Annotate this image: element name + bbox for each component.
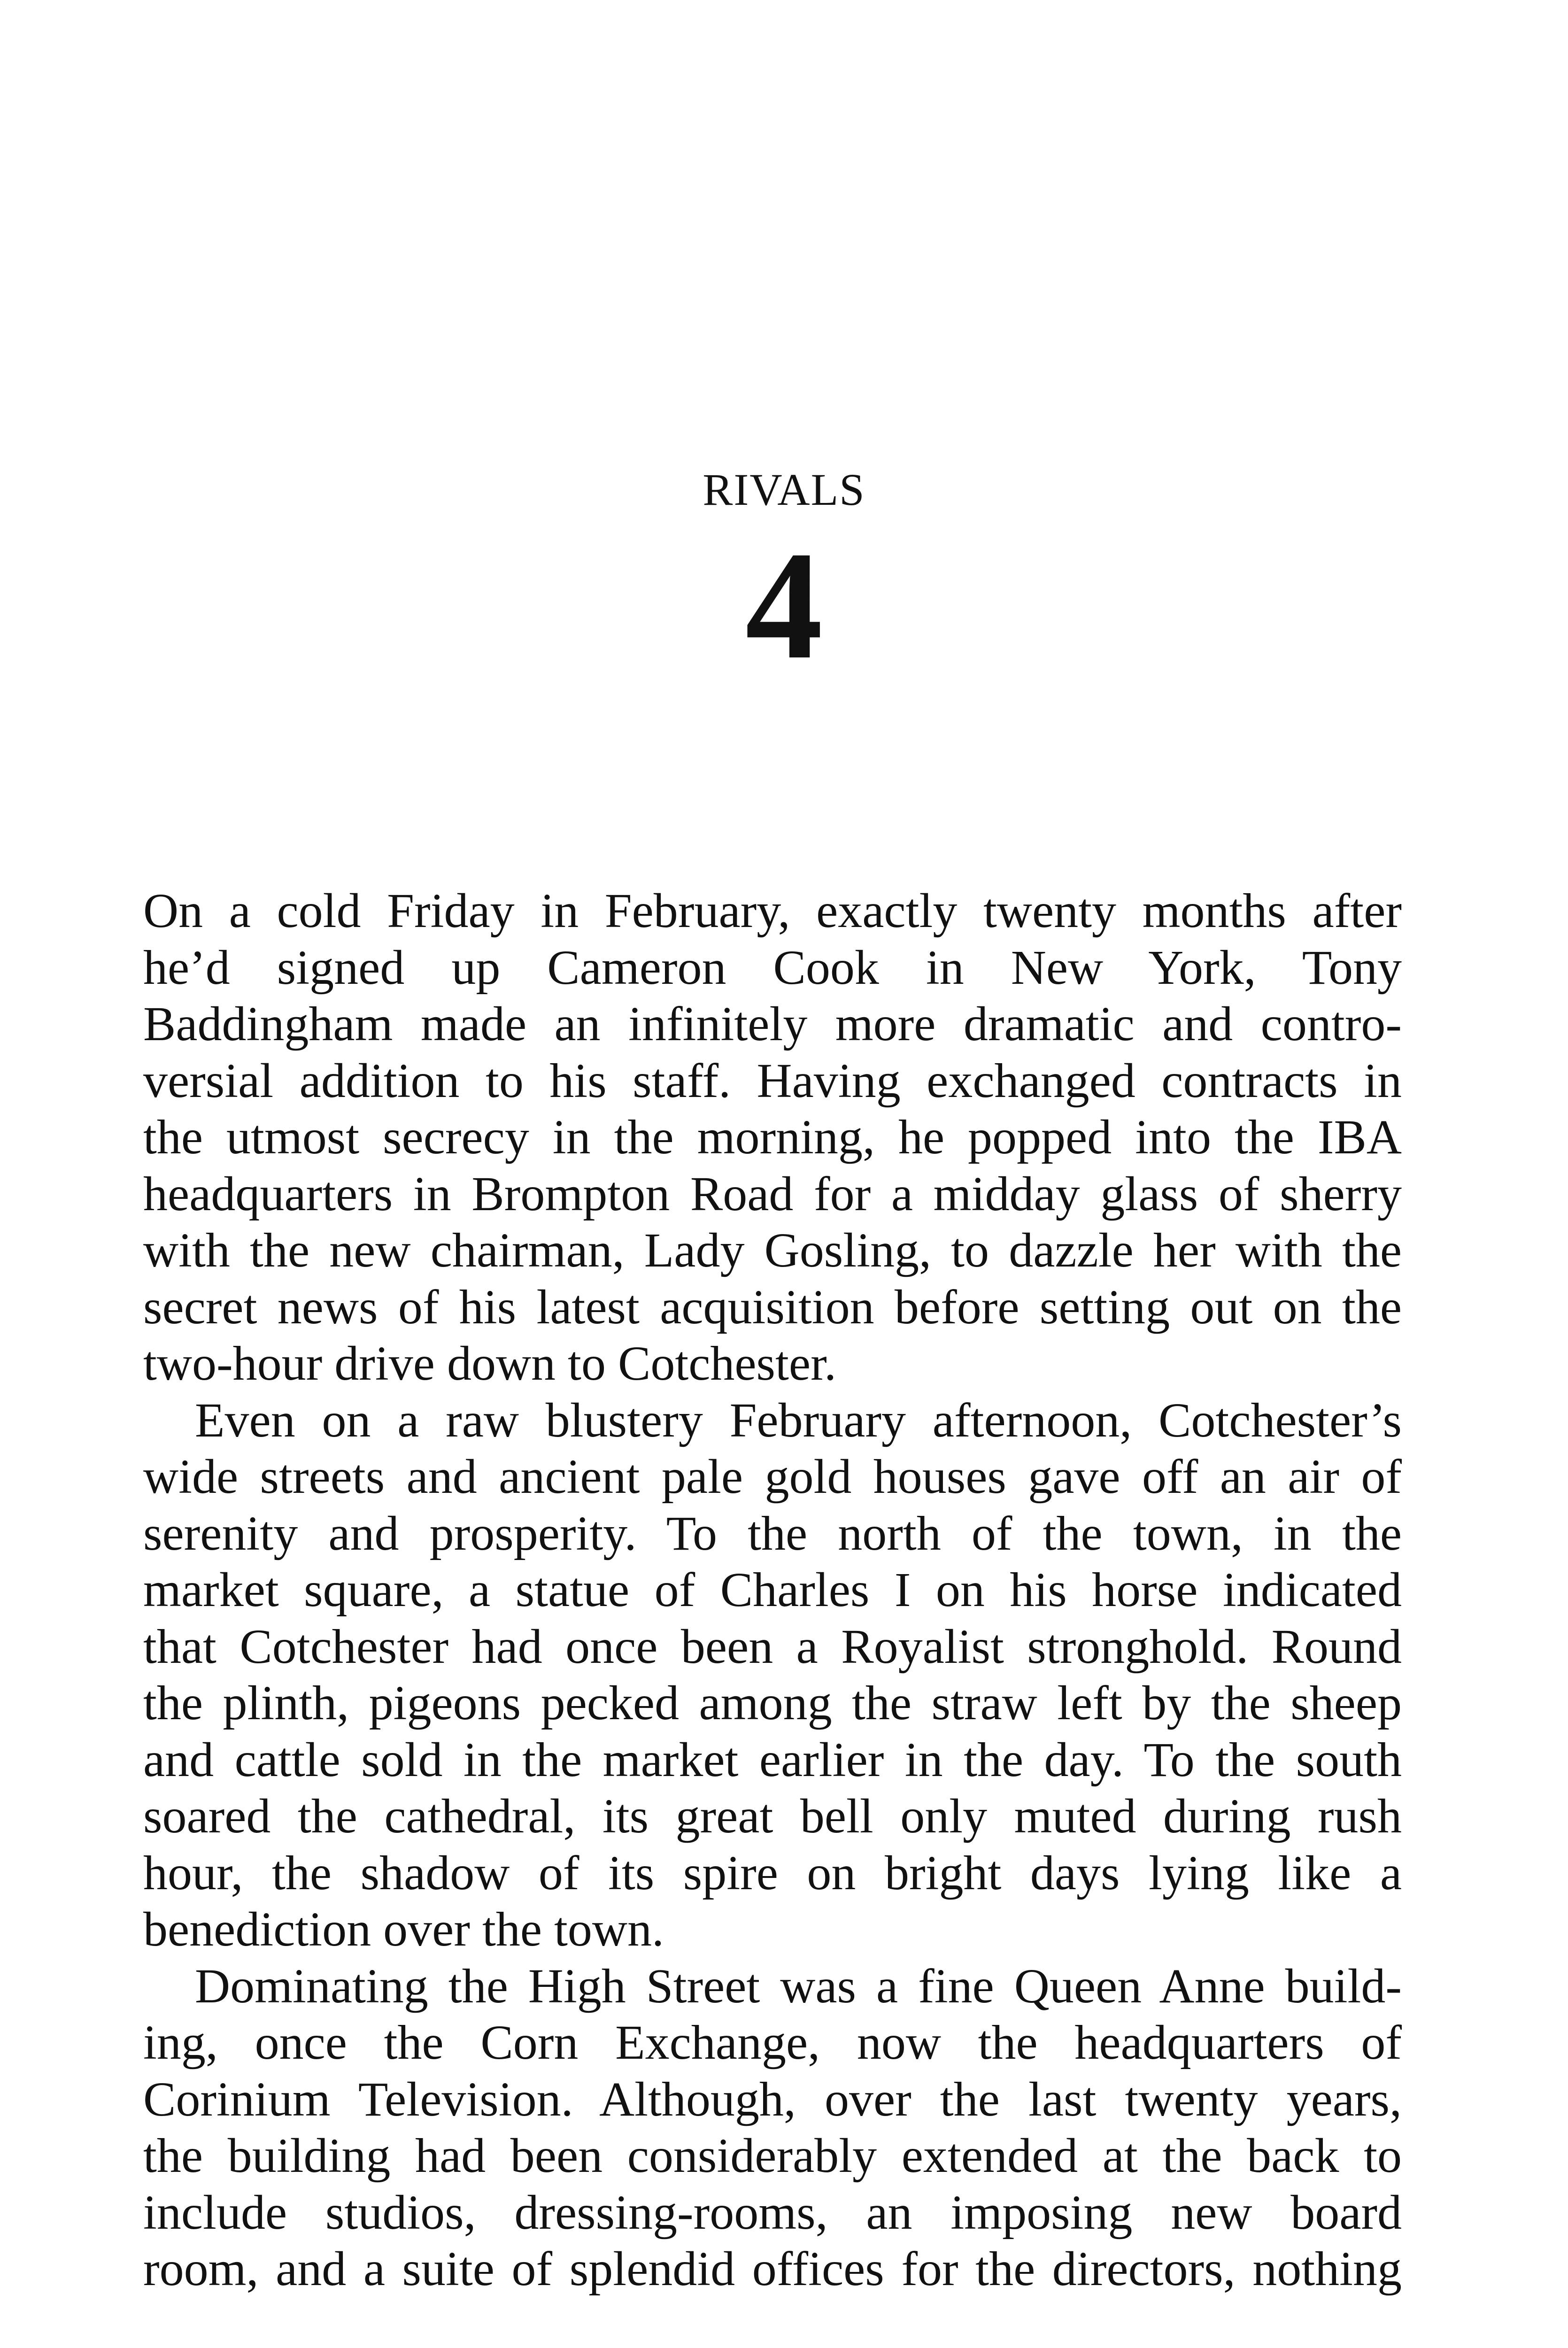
- body-text: [143, 883, 1402, 2298]
- paragraph-1-line: he’d signed up Cameron Cook in New York, Tony: [143, 940, 1402, 995]
- paragraph-3-line: room, and a suite of splendid offices for the directors, nothing: [143, 2242, 1402, 2296]
- paragraph-3-line: ing, once the Corn Exchange, now the headquarters of: [143, 2016, 1402, 2070]
- paragraph-3-line: Dominating the High Street was a fine Queen Anne build-: [195, 1959, 1402, 2013]
- paragraph-2-line: the plinth, pigeons pecked among the straw left by the sheep: [143, 1676, 1402, 1730]
- paragraph-1-line: secret news of his latest acquisition before setting out on the: [143, 1280, 1402, 1334]
- paragraph-1-line: Baddingham made an infinitely more dramatic and contro-: [143, 997, 1402, 1051]
- paragraph-2-line: serenity and prosperity. To the north of the town, in the: [143, 1506, 1402, 1560]
- paragraph-2-line: Even on a raw blustery February afternoon, Cotchester’s: [195, 1393, 1402, 1447]
- paragraph-2-line: benediction over the town.: [143, 1902, 664, 1956]
- paragraph-1-line: On a cold Friday in February, exactly twenty months after: [143, 884, 1402, 938]
- paragraph-1-line: the utmost secrecy in the morning, he popped into the IBA: [143, 1110, 1402, 1164]
- paragraph-1-line: headquarters in Brompton Road for a midday glass of sherry: [143, 1166, 1402, 1221]
- paragraph-3-line: Corinium Television. Although, over the last twenty years,: [143, 2072, 1402, 2126]
- paragraph-2-line: and cattle sold in the market earlier in the day. To the south: [143, 1732, 1402, 1787]
- running-head: RIVALS: [703, 464, 865, 515]
- paragraph-1-line: two-hour drive down to Cotchester.: [143, 1336, 836, 1390]
- paragraph-2-line: soared the cathedral, its great bell only muted during rush: [143, 1789, 1402, 1843]
- paragraph-2-line: that Cotchester had once been a Royalist stronghold. Round: [143, 1619, 1402, 1674]
- paragraph-1-line: with the new chairman, Lady Gosling, to dazzle her with the: [143, 1223, 1402, 1277]
- paragraph-3-line: the building had been considerably extended at the back to: [143, 2129, 1402, 2183]
- paragraph-2-line: wide streets and ancient pale gold houses gave off an air of: [143, 1450, 1402, 1504]
- paragraph-2-line: hour, the shadow of its spire on bright days lying like a: [143, 1846, 1402, 1900]
- paragraph-1-line: versial addition to his staff. Having exchanged contracts in: [143, 1053, 1402, 1108]
- chapter-number: 4: [745, 520, 823, 691]
- paragraph-3-line: include studios, dressing-rooms, an imposing new board: [143, 2185, 1402, 2240]
- paragraph-2-line: market square, a statue of Charles I on his horse indicated: [143, 1563, 1402, 1617]
